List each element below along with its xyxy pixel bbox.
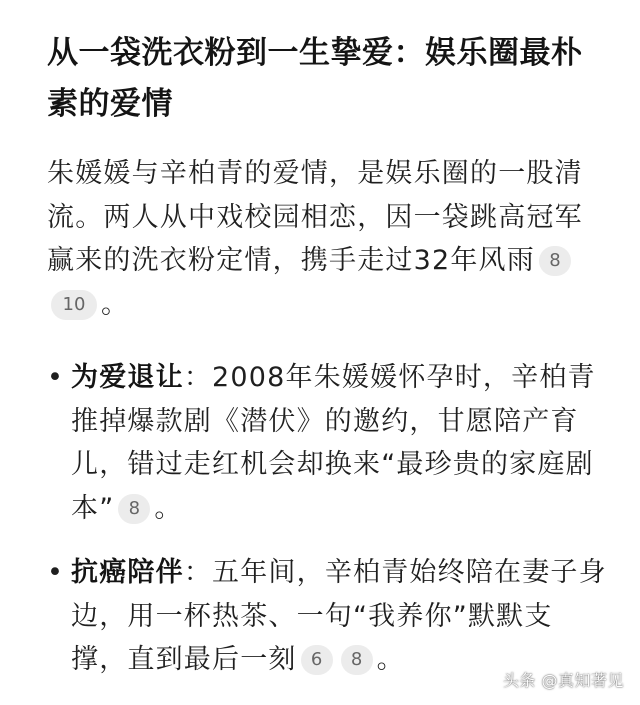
bullet-lead: 为爱退让	[71, 362, 184, 393]
bullet-dot-icon: •	[47, 557, 65, 588]
citation-badge[interactable]: 6	[301, 645, 333, 675]
intro-end: 。	[101, 288, 130, 320]
list-item	[47, 356, 607, 530]
intro-paragraph	[47, 152, 607, 326]
bullet-sep: ：	[183, 362, 213, 393]
bullet-text: 五年间，辛柏青始终陪在妻子身边，用一杯热茶、一句“我养你”默默支撑，直到最后一刻	[71, 557, 607, 675]
article-title: 从一袋洗衣粉到一生挚爱：娱乐圈最朴素的爱情	[47, 35, 583, 122]
citation-badge[interactable]: 8	[341, 645, 373, 675]
bullet-list	[47, 356, 607, 682]
watermark: 头条 @真知著见	[502, 671, 624, 690]
list-item	[47, 551, 607, 682]
bullet-lead: 抗癌陪伴	[71, 557, 184, 588]
bullet-dot-icon: •	[47, 362, 65, 393]
citation-badge[interactable]: 10	[51, 290, 97, 320]
bullet-end: 。	[376, 644, 405, 675]
bullet-end: 。	[154, 492, 183, 524]
citation-badge[interactable]: 8	[118, 494, 150, 524]
citation-badge[interactable]: 8	[539, 246, 571, 276]
bullet-sep: ：	[183, 557, 213, 588]
intro-text: 朱媛媛与辛柏青的爱情，是娱乐圈的一股清流。两人从中戏校园相恋，因一袋跳高冠军赢来的洗衣粉定情，携手走过32年风雨	[47, 158, 583, 276]
article	[47, 28, 607, 703]
bullet-text: 2008年朱媛媛怀孕时，辛柏青推掉爆款剧《潜伏》的邀约，甘愿陪产育儿，错过走红机会却换来“最珍贵的家庭剧本”	[71, 362, 596, 524]
